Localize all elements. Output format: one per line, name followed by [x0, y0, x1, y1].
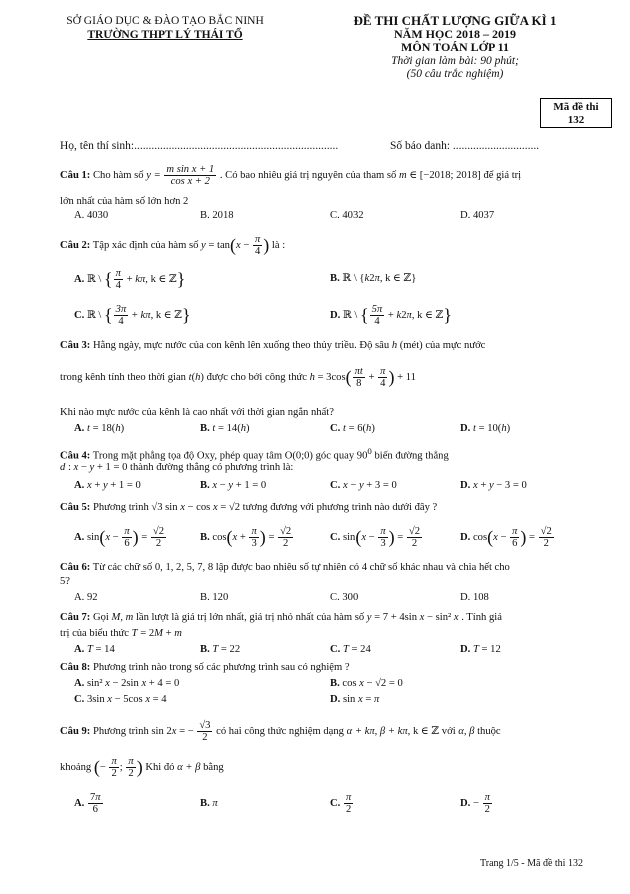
question-text: biến đường thẳng — [374, 450, 449, 462]
question-number: Câu 6: — [60, 562, 91, 573]
question-text: có hai công thức nghiệm dạng — [216, 725, 344, 737]
q9-option-a[interactable]: A. $\frac{7\pi}{6}$ — [74, 792, 101, 815]
exam-code-box — [540, 98, 612, 128]
question-text: trị của biểu thức — [60, 628, 129, 639]
question-3-line2: trong kênh tính theo thời gian t(h) được cho bởi công thức h = 3cos( $\frac{\pi t}{8}$ + $\frac{\pi}{4}$ ) + 11 — [60, 366, 416, 389]
question-text: được cho bởi công thức — [206, 371, 307, 383]
question-number: Câu 2: — [60, 239, 91, 251]
student-name-line: Họ, tên thí sinh:....................................................................... — [60, 140, 339, 152]
question-7-line2: trị của biểu thức T = 2M + m — [60, 628, 182, 639]
question-9: Câu 9: Phương trình sin 2x = − $\frac{√3}{2}$ có hai công thức nghiệm dạng α + kπ, β + kπ, k ∈ ℤ với α, β thuộc — [60, 720, 501, 743]
question-number: Câu 1: — [60, 169, 91, 181]
question-text: Gọi — [92, 612, 109, 623]
q3-option-d[interactable]: D. t = 10(h) — [460, 423, 511, 434]
q1-option-a[interactable]: A. 4030 — [74, 210, 109, 221]
q5-option-d[interactable]: D. cos(x − $\frac{\pi}{6}$ ) = $\frac{√2}{2}$ — [460, 526, 552, 549]
q2-option-a[interactable]: A. ℝ \ { $\frac{\pi}{4}$ + kπ, k ∈ ℤ} — [74, 268, 186, 291]
q7-option-c[interactable]: C. T = 24 — [330, 644, 371, 655]
q3-option-b[interactable]: B. t = 14(h) — [200, 423, 250, 434]
q2-option-d[interactable]: D. ℝ \ { $\frac{5\pi}{4}$ + k2π, k ∈ ℤ} — [330, 304, 452, 327]
q1-option-c[interactable]: C. 4032 — [330, 210, 364, 221]
question-4-line2: d : x − y + 1 = 0 thành đường thẳng có phương trình là: — [60, 462, 294, 473]
q5-option-c[interactable]: C. sin(x − $\frac{\pi}{3}$ ) = $\frac{√2}{2}$ — [330, 526, 421, 549]
question-6-line2: 5? — [60, 576, 70, 587]
question-text: Trong mặt phẳng tọa độ Oxy, phép quay tâm O(0;0) góc quay 90 — [92, 450, 368, 462]
question-text: Tập xác định của hàm số — [92, 239, 199, 251]
q8-option-b[interactable]: B. cos x − √2 = 0 — [330, 678, 403, 689]
question-6 — [60, 562, 510, 573]
q1-option-d[interactable]: D. 4037 — [460, 210, 495, 221]
q4-option-d[interactable]: D. x + y − 3 = 0 — [460, 480, 527, 491]
exam-time: Thời gian làm bài: 90 phút; — [391, 54, 519, 67]
q4-option-a[interactable]: A. x + y + 1 = 0 — [74, 480, 141, 491]
question-5: Câu 5: Phương trình √3 sin x − cos x = √2 tương đương với phương trình nào dưới đây ? — [60, 502, 438, 513]
exam-code-label: Mã đề thi — [553, 101, 599, 113]
question-number: Câu 9: — [60, 725, 91, 737]
subject: MÔN TOÁN LỚP 11 — [401, 40, 509, 54]
q6-option-d[interactable]: D. 108 — [460, 592, 489, 603]
question-text: là : — [271, 239, 286, 251]
question-text: bằng — [203, 761, 224, 773]
question-text: Phương trình — [92, 725, 149, 737]
q7-option-d[interactable]: D. T = 12 — [460, 644, 501, 655]
q5-option-b[interactable]: B. cos(x + $\frac{\pi}{3}$ ) = $\frac{√2}{2}$ — [200, 526, 292, 549]
question-2: Câu 2: Tập xác định của hàm số y = tan(x − $\frac{\pi}{4}$ ) là : — [60, 234, 286, 257]
q9-option-c[interactable]: C. $\frac{\pi}{2}$ — [330, 792, 352, 815]
question-text: (mét) của mực nước — [399, 340, 486, 351]
q7-option-b[interactable]: B. T = 22 — [200, 644, 241, 655]
q3-option-c[interactable]: C. t = 6(h) — [330, 423, 375, 434]
question-text: tương đương với phương trình nào dưới đây ? — [242, 502, 438, 513]
question-text: để giá trị — [483, 169, 522, 181]
question-text: lần lượt là giá trị lớn nhất, giá trị nhỏ nhất của hàm số — [135, 612, 365, 623]
question-7: Câu 7: Gọi M, m lần lượt là giá trị lớn nhất, giá trị nhỏ nhất của hàm số y = 7 + 4sin x − sin² x . Tính giá — [60, 612, 502, 623]
question-text: khoảng — [60, 761, 92, 773]
question-text: Khi đó — [145, 761, 175, 773]
question-3: Câu 3: Hằng ngày, mực nước của con kênh lên xuống theo thủy triều. Độ sâu h (mét) của mực nước — [60, 340, 486, 351]
q2-option-c[interactable]: C. ℝ \ { $\frac{3\pi}{4}$ + kπ, k ∈ ℤ} — [74, 304, 191, 327]
school-year: NĂM HỌC 2018 – 2019 — [394, 26, 516, 41]
q9-option-d[interactable]: D. − $\frac{\pi}{2}$ — [460, 792, 490, 815]
q2-option-b[interactable]: B. ℝ \ {k2π, k ∈ ℤ} — [330, 273, 417, 284]
question-3-line3: Khi nào mực nước của kênh là cao nhất với thời gian ngắn nhất? — [60, 407, 334, 418]
question-number: Câu 3: — [60, 340, 91, 351]
question-4: Câu 4: Trong mặt phẳng tọa độ Oxy, phép quay tâm O(0;0) góc quay $90^0$ biến đường thẳng — [60, 446, 449, 462]
question-text: Phương trình nào trong số các phương trình sau có nghiệm ? — [92, 662, 350, 673]
question-text: trong kênh tính theo thời gian — [60, 371, 186, 383]
q8-option-a[interactable]: A. sin² x − 2sin x + 4 = 0 — [74, 678, 180, 689]
q6-option-c[interactable]: C. 300 — [330, 592, 359, 603]
q8-option-d[interactable]: D. sin x = π — [330, 694, 380, 705]
school-name: TRƯỜNG THPT LÝ THÁI TỔ — [87, 29, 243, 41]
question-9-line2: khoảng (− $\frac{\pi}{2}$ ; $\frac{\pi}{2}$ ) Khi đó α + β bằng — [60, 756, 224, 779]
q4-option-b[interactable]: B. x − y + 1 = 0 — [200, 480, 267, 491]
question-text: Hằng ngày, mực nước của con kênh lên xuống theo thủy triều. Độ sâu — [92, 340, 390, 351]
question-text: với — [441, 725, 456, 737]
question-text: Phương trình — [92, 502, 149, 513]
formula-fraction: $\frac{\text{m sin x + 1}}{\text{cos x + 2}}$ — [166, 164, 215, 187]
q8-option-c[interactable]: C. 3sin x − 5cos x = 4 — [74, 694, 167, 705]
question-number: Câu 5: — [60, 502, 91, 513]
q1-option-b[interactable]: B. 2018 — [200, 210, 234, 221]
question-text: . Tính giá — [461, 612, 502, 623]
question-text: . Có bao nhiêu giá trị nguyên của tham số — [219, 169, 397, 181]
exam-title: ĐỀ THI CHẤT LƯỢNG GIỮA KÌ 1 — [353, 13, 557, 28]
q6-option-b[interactable]: B. 120 — [200, 592, 229, 603]
header-left — [40, 14, 290, 42]
question-1-line2: lớn nhất của hàm số lớn hơn 2 — [60, 196, 189, 207]
question-number: Câu 7: — [60, 612, 91, 623]
question-1: Câu 1: Cho hàm số y = $\frac{\text{m sin x + 1}}{\text{cos x + 2}}$ . Có bao nhiêu giá trị nguyên của tham số m ∈ [−2018; 2018] để giá trị — [60, 164, 522, 187]
question-text: thành đường thẳng có phương trình là: — [130, 462, 294, 473]
department-name: SỞ GIÁO DỤC & ĐÀO TẠO BẮC NINH — [66, 15, 264, 27]
question-8 — [60, 662, 350, 673]
question-text: thuộc — [477, 725, 501, 737]
exam-code: 132 — [567, 114, 585, 126]
q6-option-a[interactable]: A. 92 — [74, 592, 98, 603]
page-footer: Trang 1/5 - Mã đề thi 132 — [480, 858, 583, 869]
q3-option-a[interactable]: A. t = 18(h) — [74, 423, 125, 434]
q7-option-a[interactable]: A. T = 14 — [74, 644, 115, 655]
question-text: Từ các chữ số 0, 1, 2, 5, 7, 8 lập được bao nhiêu số tự nhiên có 4 chữ số khác nhau và chia hết cho — [92, 562, 510, 573]
q5-option-a[interactable]: A. sin(x − $\frac{\pi}{6}$ ) = $\frac{√2}{2}$ — [74, 526, 165, 549]
student-id-line: Số báo danh: .............................. — [390, 140, 540, 152]
question-text: Cho hàm số — [92, 169, 144, 181]
question-number: Câu 4: — [60, 450, 91, 462]
q4-option-c[interactable]: C. x − y + 3 = 0 — [330, 480, 397, 491]
q9-option-b[interactable]: B. π — [200, 798, 218, 809]
header-right — [300, 14, 610, 82]
question-count: (50 câu trắc nghiệm) — [406, 68, 504, 80]
question-number: Câu 8: — [60, 662, 91, 673]
